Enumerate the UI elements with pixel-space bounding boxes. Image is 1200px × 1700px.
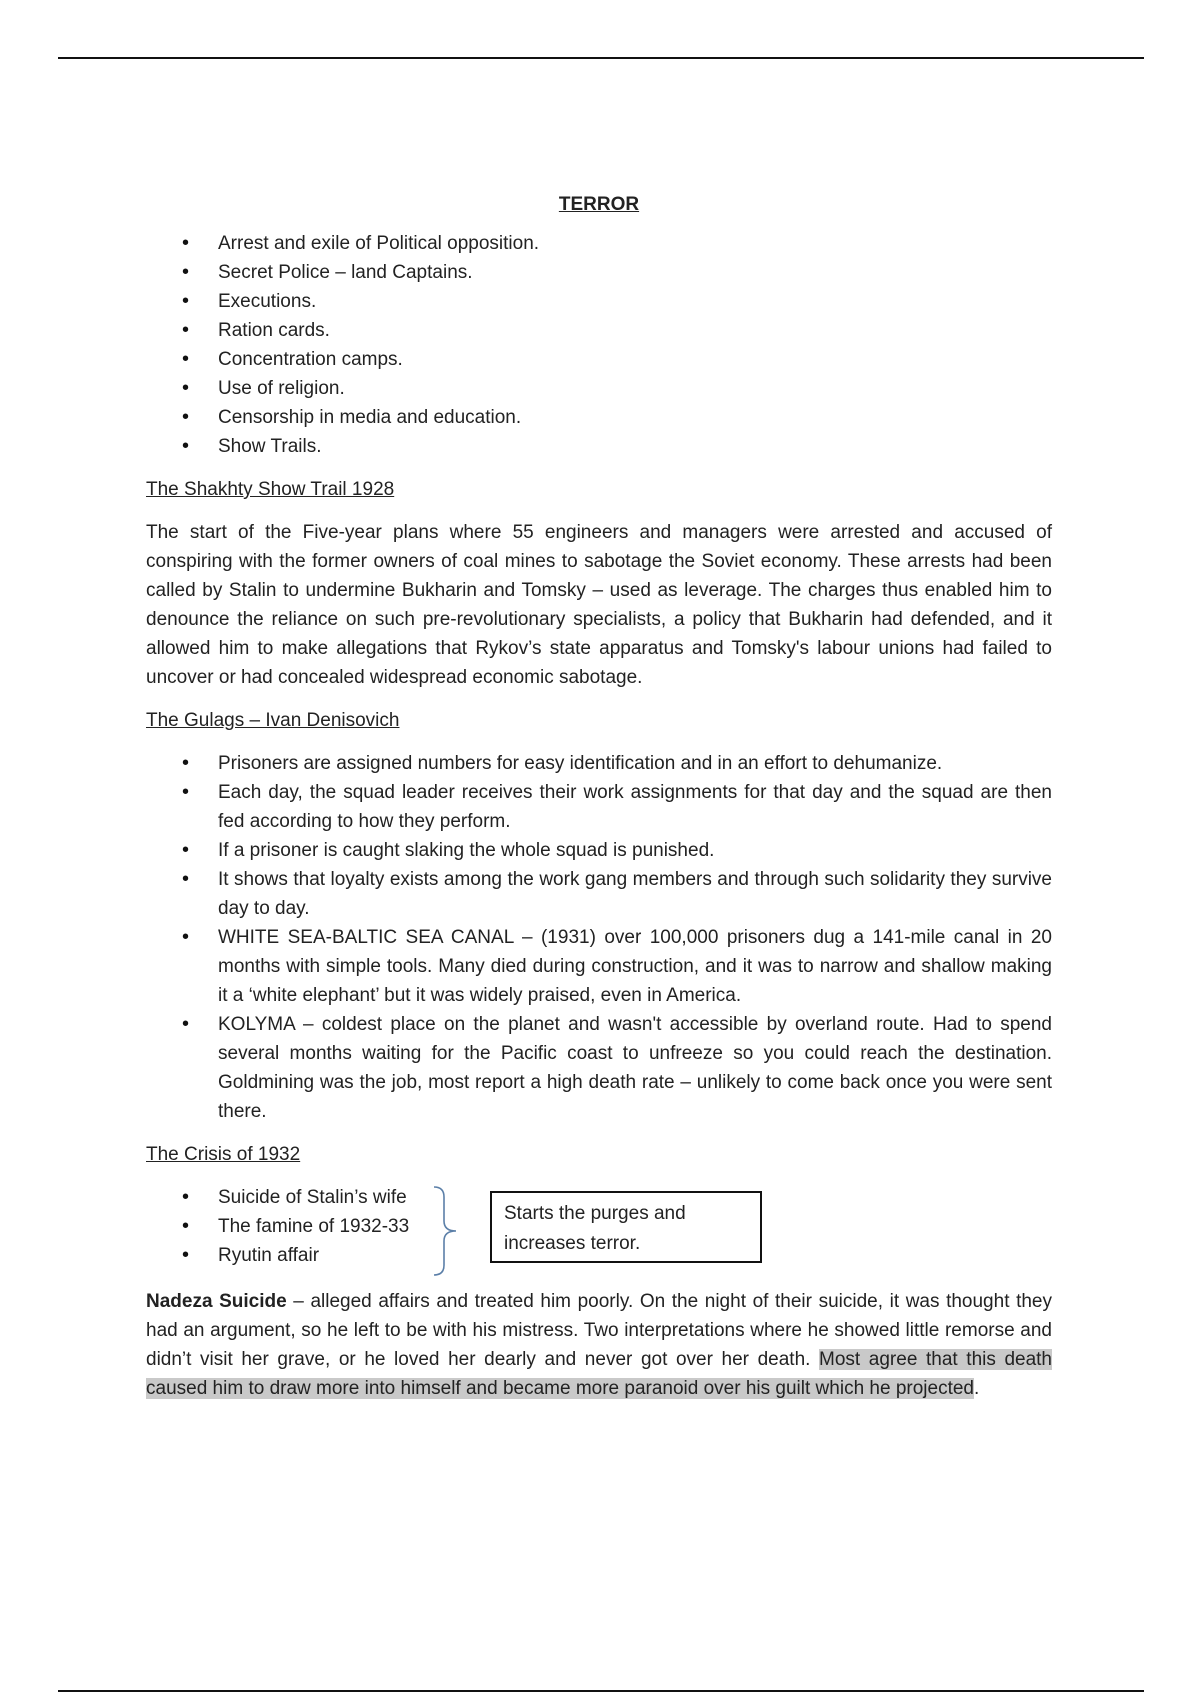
gulags-bullet-list	[146, 749, 1052, 1126]
nadeza-end: .	[973, 1378, 980, 1399]
list-item: • If a prisoner is caught slaking the whole squad is punished.	[146, 836, 1052, 865]
list-item: • The famine of 1932-33	[146, 1212, 446, 1241]
nadeza-paragraph	[146, 1287, 1052, 1403]
list-item: • Prisoners are assigned numbers for easy identification and in an effort to dehumanize.	[146, 749, 1052, 778]
list-item: • Show Trails.	[146, 432, 1052, 461]
shakhty-heading: The Shakhty Show Trail 1928	[146, 479, 395, 500]
page-title: TERROR	[558, 194, 640, 215]
list-item: • Censorship in media and education.	[146, 403, 1052, 432]
nadeza-lead: Nadeza Suicide	[146, 1291, 287, 1312]
curly-brace-icon	[430, 1185, 470, 1277]
crisis-heading: The Crisis of 1932	[146, 1144, 301, 1165]
list-item: • Secret Police – land Captains.	[146, 258, 1052, 287]
crisis-bullet-list	[146, 1183, 446, 1270]
header-rule	[58, 57, 1144, 59]
list-item: • Use of religion.	[146, 374, 1052, 403]
list-item: • Executions.	[146, 287, 1052, 316]
list-item: • WHITE SEA-BALTIC SEA CANAL – (1931) over 100,000 prisoners dug a 141-mile canal in 20 months with simple tools. Many died during construction, and it was to narrow and shallow making it a ‘white elephant’ but it was widely praised, even in America.	[146, 923, 1052, 1010]
list-item: • KOLYMA – coldest place on the planet and wasn't accessible by overland route. Had to spend several months waiting for the Pacific coast to unfreeze so you could reach the destination. Goldmining was the job, most report a high death rate – unlikely to come back once you were sent there.	[146, 1010, 1052, 1126]
document-body	[146, 190, 1052, 1403]
list-item: • It shows that loyalty exists among the work gang members and through such solidarity they survive day to day.	[146, 865, 1052, 923]
list-item: • Each day, the squad leader receives their work assignments for that day and the squad are then fed according to how they perform.	[146, 778, 1052, 836]
nadeza-body: – alleged affairs and treated him poorly. On the night of their suicide, it was thought they had an argument, so he left to be with his mistress. Two interpretations where he showed little remorse and didn’t visit her grave, or he loved her dearly and never got over her death.	[146, 1291, 1052, 1370]
nadeza-highlight: Most agree that this death caused him to draw more into himself and became more paranoid over his guilt which he projected	[146, 1349, 1053, 1399]
list-item: • Arrest and exile of Political opposition.	[146, 229, 1052, 258]
intro-bullet-list	[146, 229, 1052, 461]
crisis-section	[146, 1183, 1052, 1277]
gulags-heading: The Gulags – Ivan Denisovich	[146, 710, 400, 731]
list-item: • Ryutin affair	[146, 1241, 446, 1270]
list-item: • Concentration camps.	[146, 345, 1052, 374]
footer-rule	[58, 1690, 1144, 1692]
callout-box: Starts the purges and increases terror.	[490, 1191, 762, 1263]
list-item: • Ration cards.	[146, 316, 1052, 345]
list-item: • Suicide of Stalin’s wife	[146, 1183, 446, 1212]
shakhty-paragraph: The start of the Five-year plans where 55 engineers and managers were arrested and accused of conspiring with the former owners of coal mines to sabotage the Soviet economy. These arrests had been called by Stalin to undermine Bukharin and Tomsky – used as leverage. The charges thus enabled him to denounce the reliance on such pre-revolutionary specialists, a policy that Bukharin had defended, and it allowed him to make allegations that Rykov’s state apparatus and Tomsky's labour unions had failed to uncover or had concealed widespread economic sabotage.	[146, 522, 1052, 688]
